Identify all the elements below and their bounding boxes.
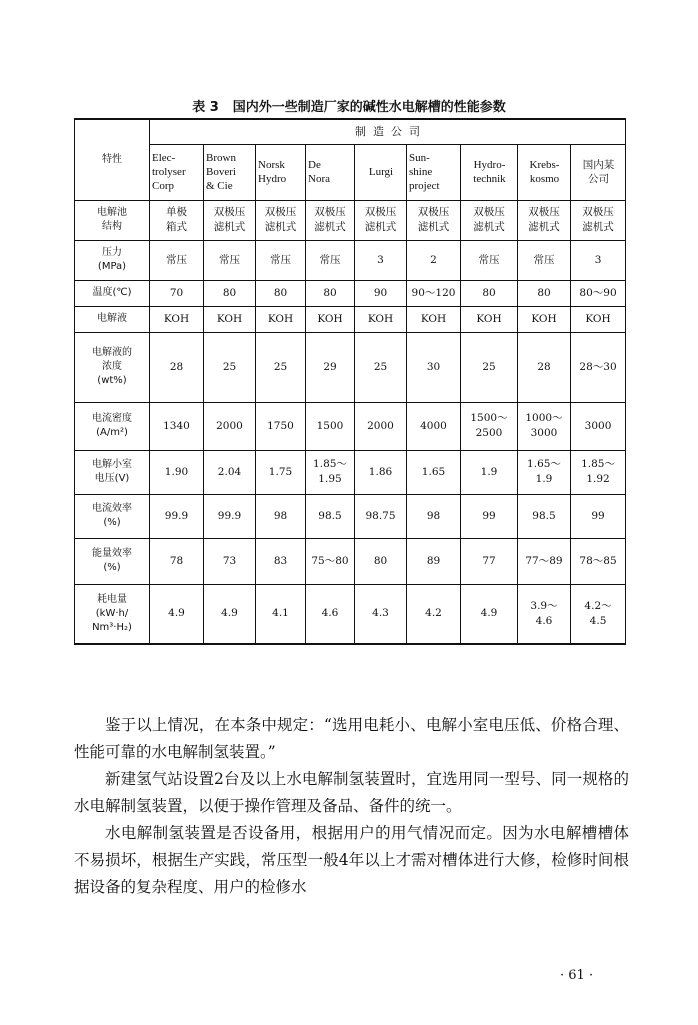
table-cell: 3 [571,240,626,280]
table-cell: 25 [204,332,256,402]
table-cell: 77～89 [518,538,571,584]
table-cell: 28 [150,332,204,402]
page-number: · 61 · [560,968,594,983]
table-cell: 77 [461,538,518,584]
table-cell: 1.85～ 1.92 [571,450,626,494]
table-cell: 常压 [204,240,256,280]
table-cell: 4.2 [407,584,461,644]
row-label: 耗电量 (kW·h/ Nm³·H₂) [75,584,150,644]
table-cell: 28 [518,332,571,402]
table-cell: 1.75 [256,450,306,494]
row-label: 电解小室 电压(V) [75,450,150,494]
table-row [75,494,626,538]
table-cell: 双极压 滤机式 [407,200,461,240]
table-cell: 2000 [204,402,256,450]
table-cell: KOH [306,306,355,332]
row-label: 电流密度 (A/m²) [75,402,150,450]
table-cell: 常压 [306,240,355,280]
table-cell: KOH [256,306,306,332]
table-cell: 75～80 [306,538,355,584]
row-label: 压力 (MPa) [75,240,150,280]
table-row [75,240,626,280]
table-cell: 25 [461,332,518,402]
paragraph: 水电解制氢装置是否设备用，根据用户的用气情况而定。因为水电解槽槽体不易损坏，根据生产实践，常压型一般4年以上才需对槽体进行大修，检修时间根据设备的复杂程度、用户的检修水 [74,824,629,896]
table-row [75,306,626,332]
table-number: 表 3 [192,100,219,115]
table-cell: KOH [461,306,518,332]
table-cell: 89 [407,538,461,584]
manufacturer-cell: Norsk Hydro [256,144,306,200]
table-cell: 1.65 [407,450,461,494]
property-header: 特性 [75,119,150,200]
table-cell: 3.9～ 4.6 [518,584,571,644]
table-row [75,538,626,584]
table-title: 国内外一些制造厂家的碱性水电解槽的性能参数 [232,100,506,115]
table-row [75,402,626,450]
table-cell: KOH [355,306,407,332]
row-label: 电解池 结构 [75,200,150,240]
manufacturer-cell: De Nora [306,144,355,200]
performance-table [74,118,626,645]
manufacturer-cell: Elec- trolyser Corp [150,144,204,200]
table-cell: 78～85 [571,538,626,584]
table-cell: 80 [306,280,355,306]
table-cell: 1340 [150,402,204,450]
table-cell: 90 [355,280,407,306]
table-cell: 25 [256,332,306,402]
table-cell: 双极压 滤机式 [306,200,355,240]
manufacturer-cell: Hydro- technik [461,144,518,200]
manufacturer-row [75,144,626,200]
table-cell: 99 [571,494,626,538]
body-text [74,712,629,901]
table-cell: 99.9 [150,494,204,538]
row-label: 电解液的 浓度 (wt%) [75,332,150,402]
table-cell: 83 [256,538,306,584]
table-cell: 2.04 [204,450,256,494]
table-cell: 4.9 [204,584,256,644]
table-cell: 常压 [518,240,571,280]
table-cell: 98.5 [518,494,571,538]
table-cell: KOH [518,306,571,332]
table-cell: 73 [204,538,256,584]
table-cell: 3 [355,240,407,280]
table-cell: 1.86 [355,450,407,494]
table-cell: 1.9 [461,450,518,494]
table-cell: 2 [407,240,461,280]
table-cell: 双极压 滤机式 [355,200,407,240]
manufacturer-cell: Krebs- kosmo [518,144,571,200]
table-cell: 1500～ 2500 [461,402,518,450]
manufacturer-cell: Brown Boveri & Cie [204,144,256,200]
manufacturer-cell: Sun- shine project [407,144,461,200]
table-cell: 双极压 滤机式 [461,200,518,240]
table-cell: KOH [407,306,461,332]
table-cell: 80 [461,280,518,306]
table-cell: 4000 [407,402,461,450]
table-cell: KOH [204,306,256,332]
table-cell: 常压 [461,240,518,280]
table-cell: 常压 [256,240,306,280]
table-cell: 90～120 [407,280,461,306]
table-cell: 3000 [571,402,626,450]
manufacturer-group-header: 制 造 公 司 [150,119,626,144]
table-cell: 单极 箱式 [150,200,204,240]
manufacturer-cell: 国内某 公司 [571,144,626,200]
table-cell: 25 [355,332,407,402]
table-cell: 1.65～ 1.9 [518,450,571,494]
table-cell: 98.75 [355,494,407,538]
table-cell: KOH [571,306,626,332]
table-row [75,280,626,306]
table-cell: 99.9 [204,494,256,538]
table-cell: 28～30 [571,332,626,402]
table-cell: 78 [150,538,204,584]
manufacturer-cell: Lurgi [355,144,407,200]
table-cell: 4.3 [355,584,407,644]
table-cell: 30 [407,332,461,402]
table-cell: 80 [204,280,256,306]
row-label: 电流效率 (%) [75,494,150,538]
row-label: 温度(℃) [75,280,150,306]
table-cell: 98.5 [306,494,355,538]
row-label: 能量效率 (%) [75,538,150,584]
table-cell: 98 [407,494,461,538]
table-cell: 双极压 滤机式 [256,200,306,240]
table-cell: 1.85～ 1.95 [306,450,355,494]
table-cell: 70 [150,280,204,306]
table-cell: KOH [150,306,204,332]
paragraph: 新建氢气站设置2台及以上水电解制氢装置时，宜选用同一型号、同一规格的水电解制氢装置，以便于操作管理及备品、备件的统一。 [74,770,629,815]
table-cell: 1500 [306,402,355,450]
table-cell: 2000 [355,402,407,450]
table-cell: 98 [256,494,306,538]
table-cell: 4.9 [150,584,204,644]
table-cell: 80 [256,280,306,306]
table-cell: 双极压 滤机式 [518,200,571,240]
table-cell: 4.2～ 4.5 [571,584,626,644]
table-cell: 1000～ 3000 [518,402,571,450]
table-cell: 4.6 [306,584,355,644]
paragraph: 鉴于以上情况，在本条中规定：“选用电耗小、电解小室电压低、价格合理、性能可靠的水电解制氢装置。” [74,716,629,761]
table-cell: 常压 [150,240,204,280]
table-row [75,450,626,494]
table-cell: 80～90 [571,280,626,306]
table-cell: 29 [306,332,355,402]
table-cell: 80 [518,280,571,306]
table-cell: 双极压 滤机式 [571,200,626,240]
table-cell: 99 [461,494,518,538]
table-caption [74,96,624,115]
table-cell: 4.1 [256,584,306,644]
table-cell: 1.90 [150,450,204,494]
table-cell: 双极压 滤机式 [204,200,256,240]
table-cell: 4.9 [461,584,518,644]
table-row [75,332,626,402]
table-row [75,584,626,644]
table-cell: 1750 [256,402,306,450]
table-cell: 80 [355,538,407,584]
row-label: 电解液 [75,306,150,332]
table-row [75,200,626,240]
